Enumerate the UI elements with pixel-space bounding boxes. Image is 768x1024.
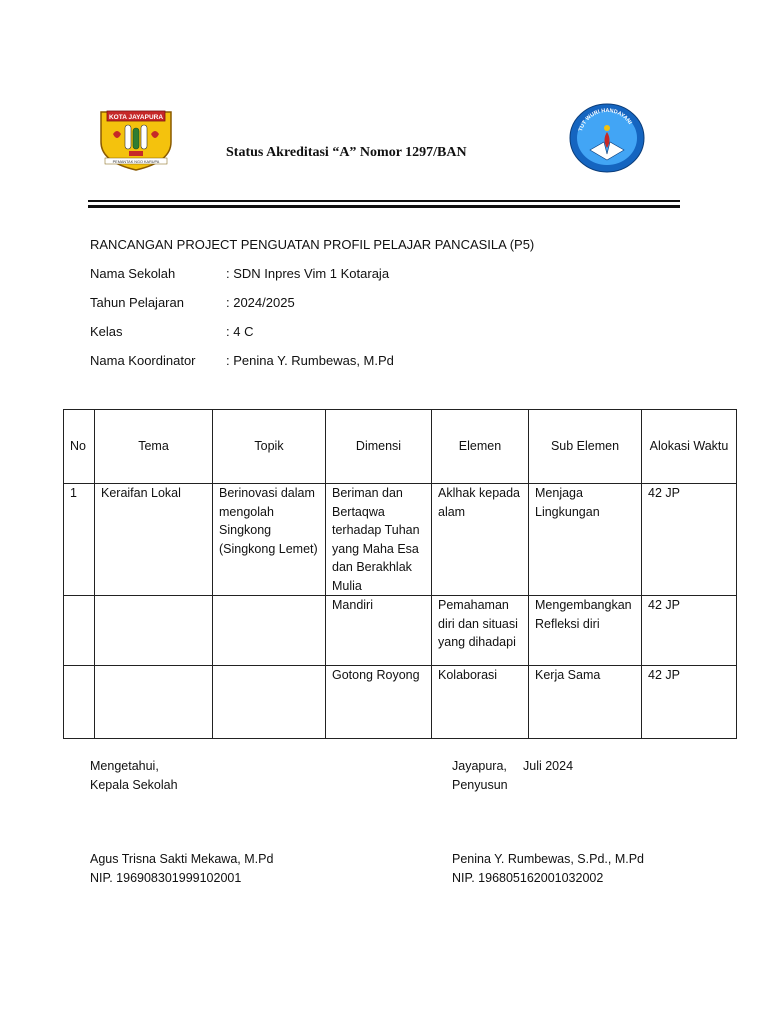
info-value-coordinator: : Penina Y. Rumbewas, M.Pd <box>226 353 394 368</box>
col-header-alokasi-waktu: Alokasi Waktu <box>642 410 737 484</box>
sig-right-name: Penina Y. Rumbewas, S.Pd., M.Pd <box>452 852 645 866</box>
table-cell: Mengembangkan Refleksi diri <box>529 596 642 666</box>
col-header-no: No <box>64 410 95 484</box>
info-value-year: : 2024/2025 <box>226 295 295 310</box>
table-cell <box>64 666 95 739</box>
table-cell: Kolaborasi <box>432 666 529 739</box>
table-cell: Menjaga Lingkungan <box>529 484 642 596</box>
table-cell: Beriman dan Bertaqwa terhadap Tuhan yang Maha Esa dan Berakhlak Mulia <box>326 484 432 596</box>
table-cell: Gotong Royong <box>326 666 432 739</box>
table-cell <box>95 666 213 739</box>
header-rule-top <box>88 200 680 202</box>
tut-wuri-handayani-logo <box>568 102 646 174</box>
table-cell <box>64 596 95 666</box>
info-label-class: Kelas <box>90 324 123 339</box>
table-cell <box>213 596 326 666</box>
p5-project-table <box>63 409 737 739</box>
info-label-year: Tahun Pelajaran <box>90 295 184 310</box>
svg-text:TUT WURI HANDAYANI: TUT WURI HANDAYANI <box>577 107 633 133</box>
table-cell: Keraifan Lokal <box>95 484 213 596</box>
info-label-school: Nama Sekolah <box>90 266 176 281</box>
info-value-school: : SDN Inpres Vim 1 Kotaraja <box>226 266 390 281</box>
sig-right-place: Jayapura, <box>452 759 507 773</box>
table-cell: Berinovasi dalam mengolah Singkong (Singkong Lemet) <box>213 484 326 596</box>
header-rule-bottom <box>88 205 680 208</box>
kota-jayapura-logo <box>97 108 175 172</box>
table-cell: 42 JP <box>642 666 737 739</box>
svg-text:PEMANTAK NGO KARUPA: PEMANTAK NGO KARUPA <box>112 160 160 164</box>
table-cell: 1 <box>64 484 95 596</box>
table-row <box>64 666 737 739</box>
sig-right-date: Juli 2024 <box>523 759 574 773</box>
col-header-dimensi: Dimensi <box>326 410 432 484</box>
table-row <box>64 596 737 666</box>
accreditation-status: Status Akreditasi “A” Nomor 1297/BAN <box>226 145 467 160</box>
col-header-tema: Tema <box>95 410 213 484</box>
table-header-row <box>64 410 737 484</box>
sig-left-nip: NIP. 196908301999102001 <box>90 871 242 885</box>
table-row <box>64 484 737 596</box>
table-cell <box>95 596 213 666</box>
table-cell: Mandiri <box>326 596 432 666</box>
table-cell <box>213 666 326 739</box>
table-cell: Aklhak kepada alam <box>432 484 529 596</box>
info-value-class: : 4 C <box>226 324 254 339</box>
table-cell: 42 JP <box>642 484 737 596</box>
svg-text:KOTA JAYAPURA: KOTA JAYAPURA <box>108 114 164 121</box>
col-header-topik: Topik <box>213 410 326 484</box>
sig-left-name: Agus Trisna Sakti Mekawa, M.Pd <box>90 852 274 866</box>
col-header-sub-elemen: Sub Elemen <box>529 410 642 484</box>
info-label-coordinator: Nama Koordinator <box>90 353 196 368</box>
sig-right-nip: NIP. 196805162001032002 <box>452 871 604 885</box>
sig-right-role: Penyusun <box>452 778 508 792</box>
sig-left-acknowledged: Mengetahui, <box>90 759 159 773</box>
table-cell: Kerja Sama <box>529 666 642 739</box>
document-title: RANCANGAN PROJECT PENGUATAN PROFIL PELAJAR PANCASILA (P5) <box>90 237 535 252</box>
col-header-elemen: Elemen <box>432 410 529 484</box>
sig-left-role: Kepala Sekolah <box>90 778 178 792</box>
table-cell: 42 JP <box>642 596 737 666</box>
table-cell: Pemahaman diri dan situasi yang dihadapi <box>432 596 529 666</box>
